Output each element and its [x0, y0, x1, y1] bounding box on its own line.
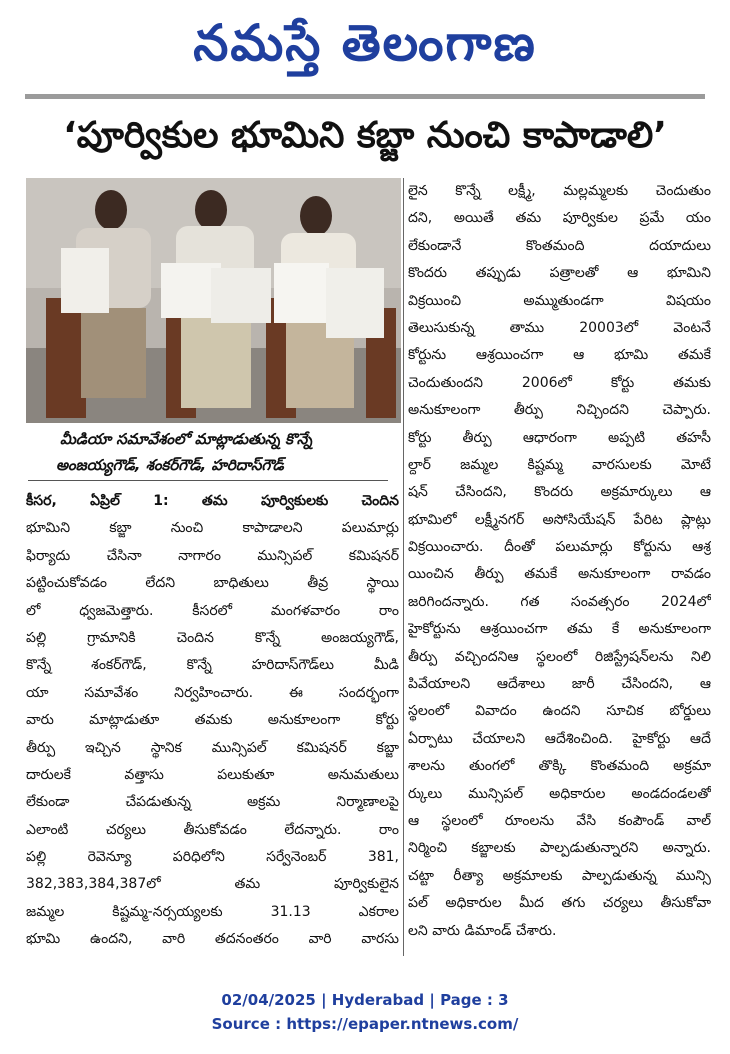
- article-line: చట్టా రీత్యా అక్రమాలకు పాల్పడుతున్న మున్సి: [408, 867, 711, 884]
- article-line: భూమిలో లక్ష్మీనగర్ అసోసియేషన్ పేరిట ప్లాట్లు: [408, 511, 711, 528]
- article-line: ఏర్పాటు చేయాలని ఆదేశించింది. హైకోర్టు ఆదే: [408, 730, 711, 747]
- article-line: తీర్పు వచ్చిందనిఆ స్థలంలో రిజిస్ట్రేషన్‌లను నిలి: [408, 648, 711, 665]
- article-line: చెందుతుందని 2006లో కోర్టు తమకు: [408, 374, 711, 391]
- article-line: లో ధ్వజమెత్తారు. కీసరలో మంగళవారం రాం: [26, 602, 399, 619]
- article-headline: ‘పూర్వికుల భూమిని కబ్జా నుంచి కాపాడాలి’: [63, 115, 667, 156]
- article-line: శాలను తుంగలో తొక్కి కొంతమంది అక్రమా: [408, 758, 711, 775]
- article-line: స్థలంలో వివాదం ఉందని సూచిక బోర్డులు: [408, 703, 711, 720]
- article-line: పట్టించుకోవడం లేదని బాధితులు తీవ్ర స్థాయి: [26, 575, 399, 592]
- article-line: అనుకూలంగా తీర్పు నిచ్చిందని చెప్పారు.: [408, 402, 711, 419]
- article-line: జరిగిందన్నారు. గత సంవత్సరం 2024లో: [408, 593, 711, 610]
- edition-info: 02/04/2025 | Hyderabad | Page : 3: [221, 991, 509, 1009]
- article-line: లని వారు డిమాండ్ చేశారు.: [408, 922, 557, 939]
- article-line: దారులకే వత్తాసు పలుకుతూ అనుమతులు: [26, 766, 399, 783]
- article-line: తీర్పు ఇచ్చిన స్థానిక మున్సిపల్ కమిషనర్ కబ్జా: [26, 739, 399, 756]
- column-divider: [403, 178, 404, 956]
- article-line: ఎలాంటి చర్యలు తీసుకోవడం లేదన్నారు. రాం: [26, 821, 399, 838]
- article-line: పల్ అధికారుల మీద తగు చర్యలు తీసుకోవా: [408, 895, 711, 912]
- article-line: పల్లి రెవెన్యూ పరిధిలోని సర్వేనెంబర్ 381,: [26, 849, 399, 866]
- article-line: భూమి ఉందని, వారి తదనంతరం వారి వారసు: [26, 931, 399, 948]
- article-line: షన్ చేసిందని, కొందరు అక్రమార్కులు ఆ: [408, 484, 711, 501]
- article-line: ఆ స్థలంలో రూంలను వేసి కంపౌండ్ వాల్: [408, 812, 711, 829]
- article-line: కొన్నే శంకర్‌గౌడ్, కొన్నే హరిదాస్‌గౌడ్‌లు మీడి: [26, 657, 399, 674]
- photo-caption: [26, 426, 391, 478]
- article-line: కోర్టు తీర్పు ఆధారంగా అప్పటి తహసీ: [408, 429, 711, 446]
- article-line: యించిన తీర్పు తమకే అనుకూలంగా రావడం: [408, 566, 711, 583]
- article-line: 382,383,384,387లో తమ పూర్వికులైన: [26, 876, 399, 893]
- article-line: కొందరు తప్పుడు పత్రాలతో ఆ భూమిని: [408, 265, 711, 282]
- source-link[interactable]: Source : https://epaper.ntnews.com/: [211, 1015, 519, 1033]
- article-line: ర్కులు మున్సిపల్ అధికారుల అండదండలతో: [408, 785, 711, 802]
- masthead-divider: [25, 94, 705, 99]
- article-line: విక్రయించారు. దీంతో పలుమార్లు కోర్టును ఆశ్ర: [408, 539, 711, 556]
- newspaper-logo: నమస్తే తెలంగాణ: [193, 14, 537, 72]
- article-line: లేకుండానే కొంతమంది దయాదులు: [408, 237, 711, 254]
- article-line: లేకుండా చేపడుతున్న అక్రమ నిర్మాణాలపై: [26, 794, 399, 811]
- article-line: పివేయాలని ఆదేశాలు జారీ చేసిందని, ఆ: [408, 676, 711, 693]
- caption-line: అంజయ్యగౌడ్, శంకర్‌గౌడ్, హరిదాస్‌గౌడ్: [56, 456, 284, 474]
- article-line: హైకోర్టును ఆశ్రయించగా తమ కే అనుకూలంగా: [408, 621, 711, 638]
- page-footer: [0, 988, 730, 1036]
- article-line: భూమిని కబ్జా నుంచి కాపాడాలని పలుమార్లు: [26, 520, 399, 537]
- caption-divider: [28, 480, 388, 481]
- article-line: జమ్మల కిష్టమ్మ-నర్సయ్యలకు 31.13 ఎకరాల: [26, 903, 399, 920]
- article-line: ఫిర్యాదు చేసినా నాగారం మున్సిపల్ కమిషనర్: [26, 547, 399, 564]
- masthead: [0, 0, 730, 84]
- article-line: ల్దార్ జమ్మల కిష్టమ్మ వారసులకు మోటే: [408, 456, 711, 473]
- article-column-left: [26, 488, 399, 954]
- article-line: యా సమావేశం నిర్వహించారు. ఈ సందర్భంగా: [26, 684, 399, 701]
- article-line: దని, అయితే తమ పూర్వికుల ప్రమే యం: [408, 210, 711, 227]
- article-line: విక్రయించి అమ్ముతుండగా విషయం: [408, 292, 711, 309]
- article-line: పల్లి గ్రామానికి చెందిన కొన్నే అంజయ్యగౌడ్,: [26, 629, 399, 646]
- news-photo: [26, 178, 401, 423]
- article-line: కోర్టును ఆశ్రయించగా ఆ భూమి తమకే: [408, 347, 711, 364]
- caption-line: మీడియా సమావేశంలో మాట్లాడుతున్న కొన్నే: [60, 430, 313, 448]
- article-line: తెలుసుకున్న తాము 20003లో వెంటనే: [408, 319, 711, 336]
- article-column-right: [408, 178, 711, 945]
- article-line: నిర్మించి కబ్జాలకు పాల్పడుతున్నారని అన్నారు.: [408, 840, 711, 857]
- article-line: లైన కొన్నే లక్ష్మీ, మల్లమ్మలకు చెందుతుం: [408, 183, 711, 199]
- article-line: వారు మాట్లాడుతూ తమకు అనుకూలంగా కోర్టు: [26, 712, 399, 729]
- article-line: కీసర, ఏప్రిల్ 1: తమ పూర్వికులకు చెందిన: [26, 493, 399, 509]
